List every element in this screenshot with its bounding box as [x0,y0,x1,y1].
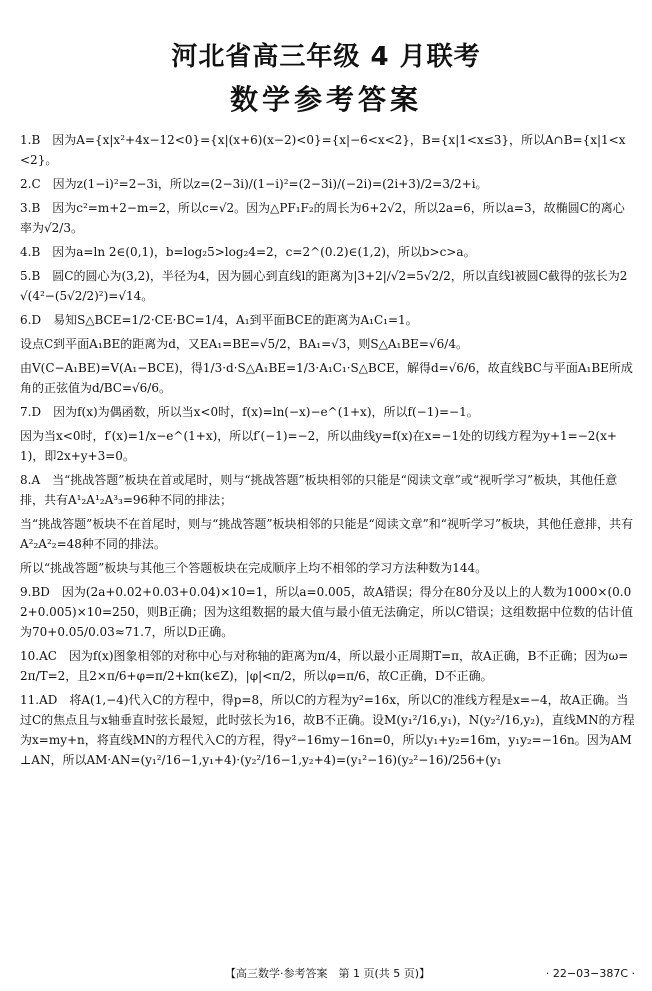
answer-9: 9.BD 因为(2a+0.02+0.03+0.04)×10=1，所以a=0.005，故A错误；得分在80分及以上的人数为1000×(0.02+0.005)×10=250，则B正确；因为这组数据的最大值与最小值无法确定，所以C错误；这组数据中位数的估计值为70+0.05/0.03≈71.7，所以D正确。 [20,585,634,639]
answer-8c: 所以“挑战答题”板块与其他三个答题板块在完成顺序上均不相邻的学习方法种数为144。 [20,561,488,575]
answer-6a: 6.D 易知S△BCE=1/2·CE·BC=1/4，A₁到平面BCE的距离为A₁C₁=1。 [20,313,418,327]
footer-page-info: 【高三数学·参考答案 第 1 页(共 5 页)】 [224,967,431,980]
answer-8a: 8.A 当“挑战答题”板块在首或尾时，则与“挑战答题”板块相邻的只能是“阅读文章”或“视听学习”板块，其他任意排，共有A¹₂A¹₂A³₃=96种不同的排法； [20,473,618,507]
answer-5: 5.B 圆C的圆心为(3,2)，半径为4，因为圆心到直线l的距离为|3+2|/√2=5√2/2，所以直线l被圆C截得的弦长为2√(4²−(5√2/2)²)=√14。 [20,269,628,303]
answer-3: 3.B 因为c²=m+2−m=2，所以c=√2。因为△PF₁F₂的周长为6+2√2，所以2a=6，所以a=3，故椭圆C的离心率为√2/3。 [20,201,625,235]
answer-10: 10.AC 因为f(x)图象相邻的对称中心与对称轴的距离为π/4，所以最小正周期T=π，故A正确，B不正确；因为ω=2π/T=2，且2×π/6+φ=π/2+kπ(k∈Z)，|φ|<π/2，所以φ=π/6，故C正确，D不正确。 [20,649,629,683]
answer-7b: 因为当x<0时，f′(x)=1/x−e^(1+x)，所以f′(−1)=−2，所以曲线y=f(x)在x=−1处的切线方程为y+1=−2(x+1)，即2x+y+3=0。 [20,429,617,463]
footer-code: · 22−03−387C · [545,967,635,980]
answer-1: 1.B 因为A={x|x²+4x−12<0}={x|(x+6)(x−2)<0}={x|−6<x<2}，B={x|1<x≤3}，所以A∩B={x|1<x<2}。 [20,133,626,167]
answer-7a: 7.D 因为f(x)为偶函数，所以当x<0时，f(x)=ln(−x)−e^(1+x)，所以f(−1)=−1。 [20,405,479,419]
answer-6c: 由V(C−A₁BE)=V(A₁−BCE)，得1/3·d·S△A₁BE=1/3·A₁C₁·S△BCE，解得d=√6/6，故直线BC与平面A₁BE所成角的正弦值为d/BC=√6/6。 [20,361,633,395]
answer-4: 4.B 因为a=ln 2∈(0,1)，b=log₂5>log₂4=2，c=2^(0.2)∈(1,2)，所以b>c>a。 [20,245,476,259]
answer-8b: 当“挑战答题”板块不在首尾时，则与“挑战答题”板块相邻的只能是“阅读文章”和“视听学习”板块，其他任意排，共有A²₂A²₂=48种不同的排法。 [20,517,634,551]
page-footer [20,965,635,983]
answers-body [20,130,635,945]
answer-11: 11.AD 将A(1,−4)代入C的方程中，得p=8，所以C的方程为y²=16x，所以C的准线方程是x=−4，故A正确。当过C的焦点且与x轴垂直时弦长最短，此时弦长为16，故B不正确。设M(y₁²/16,y₁)，N(y₂²/16,y₂)，直线MN的方程为x=my+n，将直线MN的方程代入C的方程，得y²−16my−16n=0，所以y₁+y₂=16m，y₁y₂=−16n。因为AM⊥AN，所以AM·AN=(y₁²/16−1,y₁+4)·(y₂²/16−1,y₂+4)=(y₁²−16)(y₂²−16)/256+(y₁ [20,693,635,767]
answer-6b: 设点C到平面A₁BE的距离为d，又EA₁=BE=√5/2，BA₁=√3，则S△A₁BE=√6/4。 [20,337,468,351]
answer-2: 2.C 因为z(1−i)²=2−3i，所以z=(2−3i)/(1−i)²=(2−3i)/(−2i)=(2i+3)/2=3/2+i。 [20,177,488,191]
page-title: 河北省高三年级 4 月联考 [171,42,481,72]
page-subtitle: 数学参考答案 [229,83,422,116]
